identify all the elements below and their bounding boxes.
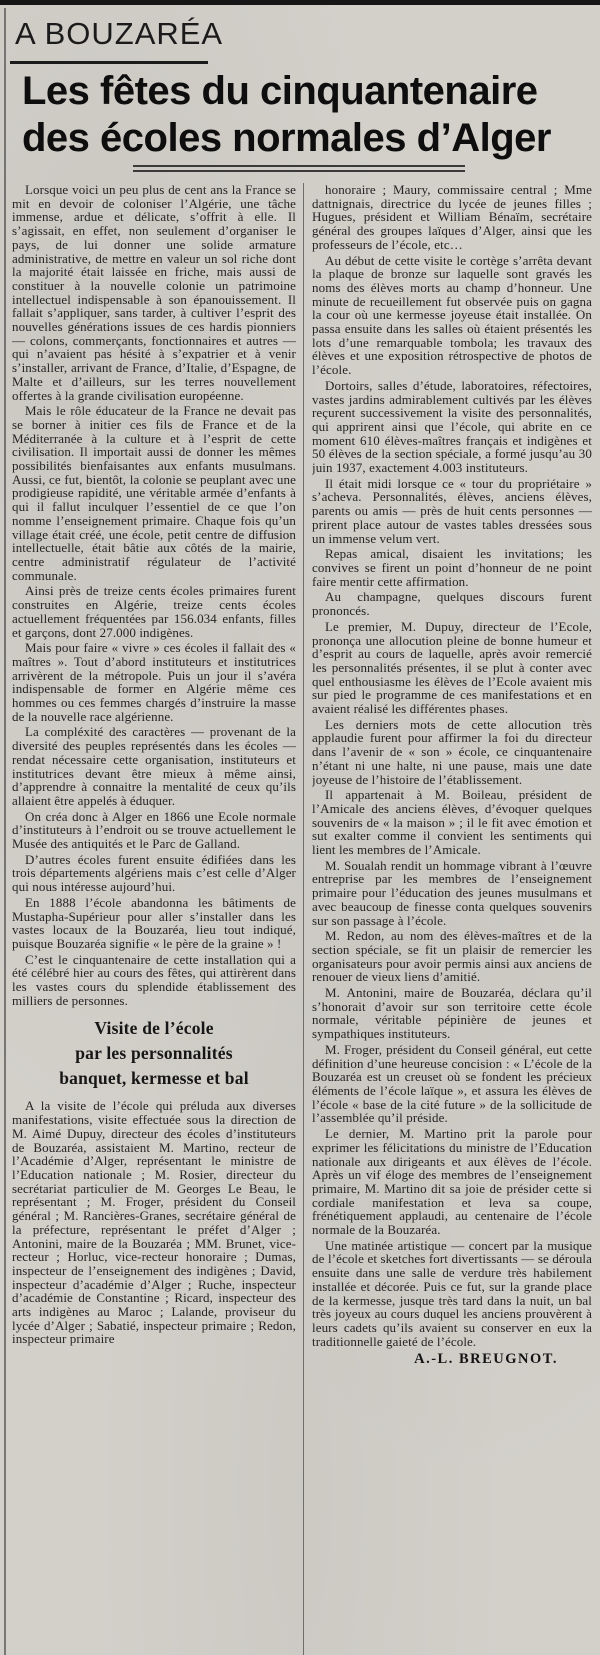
article-paragraph: Il était midi lorsque ce « tour du propriétaire » s’acheva. Personnalités, élèves, anciens élèves, parents ou amis — près de huit cents personnes — prirent place autour de vastes tables dressées sous un immense velum vert. [312, 475, 592, 546]
article-paragraph: M. Froger, président du Conseil général, eut cette définition d’une heureuse concision : « L’école de la Bouzaréa est un creuset où se fondent les précieux éléments de l’école laïque », et assura les élèves de l’école « base de la cité future » de la sollicitude de l’assemblée qu’il préside. [312, 1041, 592, 1126]
article-paragraph: Il appartenait à M. Boileau, président de l’Amicale des anciens élèves, d’évoquer quelques souvenirs de « la maison » ; il le fit avec émotion et sut exalter comme il convient les sentiments qui lient les membres de l’Amicale. [312, 787, 592, 858]
page-edge-rule [4, 8, 6, 1655]
article-paragraph: Dortoirs, salles d’étude, laboratoires, réfectoires, vastes jardins admirablement cultivés par les élèves reçurent successivement la visite des personnalités, qui apprirent ainsi que l’école, qui abrite en ce moment 610 élèves-maîtres français et indigènes et 50 élèves de la section spéciale, a formé jusqu’au 30 juin 1937, exactement 4.003 instituteurs. [312, 377, 592, 476]
subhead-line-1: Visite de l’école [94, 1018, 214, 1039]
article-paragraph: Au champagne, quelques discours furent prononcés. [312, 589, 592, 619]
subhead-line-3: banquet, kermesse et bal [59, 1068, 249, 1089]
article-paragraph: Les derniers mots de cette allocution très applaudie furent pour affirmer la foi du directeur dans l’avenir de « son » école, ce cinquantenaire n’étant ni une halte, ni une pause, mais une date joyeuse de l’histoire de l’établissement. [312, 716, 592, 787]
article-paragraph: Lorsque voici un peu plus de cent ans la France se mit en devoir de coloniser l’Algérie, une tâche immense, ardue et délicate, s’offrit à elle. Il s’agissait, en effet, non seulement d’organiser le pays, de lui donner une solide armature administrative, de mettre en valeur un sol riche dont la majorité était laissée en friche, mais aussi de constituer à la nouvelle colonie un patrimoine intellectuel indispensable à son épanouissement. Il fallait s’appliquer, sans tarder, à cultiver l’esprit des nouvelles générations issues de ces hardis pionniers — colons, commerçants, fonctionnaires et autres — qui n’avaient pas hésité à s’expatrier et à venir s’installer, arrivant de France, d’Italie, d’Espagne, de Malte et d’ailleurs, sur les terres nouvellement offertes à la grande civilisation européenne. [12, 183, 296, 403]
article-paragraph: D’autres écoles furent ensuite édifiées dans les trois départements algériens mais c’est celle d’Alger qui nous intéresse aujourd’hui. [12, 851, 296, 895]
section-subhead [12, 1016, 296, 1091]
article-paragraph: M. Redon, au nom des élèves-maîtres et de la section spéciale, se fit un plaisir de remercier les organisateurs pour avoir permis ainsi aux anciens de renouer de vieux liens d’amitié. [312, 928, 592, 985]
top-rule [0, 0, 600, 5]
article-paragraph: Repas amical, disaient les invitations; les convives se firent un point d’honneur de ne point faire mentir cette affirmation. [312, 546, 592, 589]
headline-double-rule [133, 165, 465, 172]
article-paragraph: Une matinée artistique — concert par la musique de l’école et sketches fort divertissants — se déroula ensuite dans une salle de verdure très habilement installée et décorée. Puis ce fut, sur la grande place de la kermesse, jusque très tard dans la nuit, un bal très joyeux au cours duquel les anciens prouvèrent à leurs cadets qu’ils avaient su conserver en eux la traditionnelle gaieté de l’école. [312, 1237, 592, 1349]
article-paragraph: M. Antonini, maire de Bouzaréa, déclara qu’il s’honorait d’avoir sur son territoire cette école normale, véritable pépinière de jeunes et sympathiques instituteurs. [312, 985, 592, 1042]
article-paragraph: En 1888 l’école abandonna les bâtiments de Mustapha-Supérieur pour aller s’installer dans les vastes locaux de la Bouzaréa, lieu tout indiqué, puisque Bouzaréa signifie « le père de la graine » ! [12, 894, 296, 951]
article-paragraph: C’est le cinquantenaire de cette installation qui a été célébré hier au cours des fêtes, qui attirèrent dans les vastes cours du splendide établissement des milliers de personnes. [12, 951, 296, 1008]
headline [22, 68, 594, 162]
article-paragraph: Le premier, M. Dupuy, directeur de l’Ecole, prononça une allocution pleine de bonne humeur et d’esprit au cours de laquelle, après avoir remercié les personnalités présentes, il se plut à conter avec quel enthousiasme les élèves de l’Ecole avaient mis sur pied le programme de ces manifestations et en avaient réalisé les différentes phases. [312, 618, 592, 717]
article-paragraph: M. Soualah rendit un hommage vibrant à l’œuvre entreprise par les membres de l’enseignement primaire pour l’éducation des jeunes musulmans et avec beaucoup de finesse conta quelques souvenirs sur son passage à l’école. [312, 857, 592, 928]
right-column [312, 183, 592, 1655]
article-paragraph: On créa donc à Alger en 1866 une Ecole normale d’instituteurs à l’endroit ou se trouve actuellement le Musée des antiquités et le Parc de Galland. [12, 808, 296, 852]
column-divider-rule [303, 183, 304, 1655]
article-paragraph: Au début de cette visite le cortège s’arrêta devant la plaque de bronze sur laquelle sont gravés les noms des élèves morts au champ d’honneur. Une minute de recueillement fut observée puis on gagna la cour où une kermesse joyeuse était installée. On passa ensuite dans les salles où étaient présentés les lots d’une remarquable tombola; les travaux des élèves et une exposition rétrospective de photos de l’école. [312, 252, 592, 378]
author-signature: A.-L. BREUGNOT. [414, 1351, 558, 1368]
article-paragraph: A la visite de l’école qui préluda aux diverses manifestations, visite effectuée sous la direction de M. Aimé Dupuy, directeur des écoles d’instituteurs de Bouzaréa, assistaient M. Martino, recteur de l’Académie d’Alger, représentant le ministre de l’Education nationale ; M. Rosier, directeur du secrétariat particulier de M. Georges Le Beau, le représentant ; M. Froger, président du Conseil général ; M. Rancières-Granes, secrétaire général de la préfecture, représentant le préfet d’Alger ; Antonini, maire de la Bouzaréa ; MM. Brunet, vice-recteur ; Horluc, vice-recteur honoraire ; Dumas, inspecteur de l’enseignement des indigènes ; David, inspecteur d’académie d’Alger ; Ruche, inspecteur d’académie de Constantine ; Ricard, inspecteur des arts indigènes au Maroc ; Lalande, proviseur du lycée d’Alger ; Sabatié, inspecteur primaire ; Redon, inspecteur primaire [12, 1098, 296, 1347]
kicker: A BOUZARÉA [15, 16, 224, 51]
article-paragraph: honoraire ; Maury, commissaire central ; Mme dattnignais, directrice du lycée de jeunes filles ; Hugues, président et William Bénaïm, secrétaire général des groupes laïques d’Alger, ainsi que les professeurs de l’école, etc… [312, 183, 592, 252]
article-paragraph: Le dernier, M. Martino prit la parole pour exprimer les félicitations du ministre de l’Education nationale aux dirigeants et aux élèves de l’école. Après un vif éloge des membres de l’enseignement primaire, M. Martino dit sa joie de présider cette si cordiale manifestation et leva sa coupe, frénétiquement applaudi, au centenaire de l’école normale de la Bouzaréa. [312, 1126, 592, 1238]
article-paragraph: Ainsi près de treize cents écoles primaires furent construites en Algérie, treize cents écoles actuellement fréquentées par 156.034 enfants, filles et garçons, dont 27.000 indigènes. [12, 583, 296, 640]
left-column [12, 183, 296, 1655]
article-paragraph: Mais le rôle éducateur de la France ne devait pas se borner à initier ces fils de France et de la Méditerranée à la culture et à l’esprit de cette civilisation. Il importait aussi de donner les mêmes possibilités bienfaisantes aux enfants musulmans. Aussi, ce fut, bientôt, la colonie se peuplant avec une prodigieuse rapidité, une véritable armée d’enfants à qui il fallut inculquer l’essentiel de ce que l’on nomme l’enseignement primaire. Chaque fois qu’un village était créé, une école, petit centre de diffusion intellectuelle, était bâtie aux côtés de la mairie, centre administratif régulateur de l’activité communale. [12, 403, 296, 583]
article-paragraph: La compléxité des caractères — provenant de la diversité des peuples représentés dans les écoles — rendat nécessaire cette organisation, instituteurs et institutrices devant être mieux à même ainsi, d’apprendre à connaitre la mentalité de ceux qu’ils allaient être appelés à éduquer. [12, 724, 296, 808]
article-paragraph: Mais pour faire « vivre » ces écoles il fallait des « maîtres ». Tout d’abord instituteurs et institutrices arrivèrent de la métropole. Puis un jour il s’avéra indispensable de former en Algérie même ces hommes ou ces femmes chargés d’instruire la masse de la nouvelle race algérienne. [12, 640, 296, 724]
headline-line-2: des écoles normales d’Alger [22, 116, 551, 160]
kicker-underline [10, 61, 208, 64]
headline-line-1: Les fêtes du cinquantenaire [22, 69, 538, 113]
subhead-line-2: par les personnalités [75, 1043, 233, 1064]
